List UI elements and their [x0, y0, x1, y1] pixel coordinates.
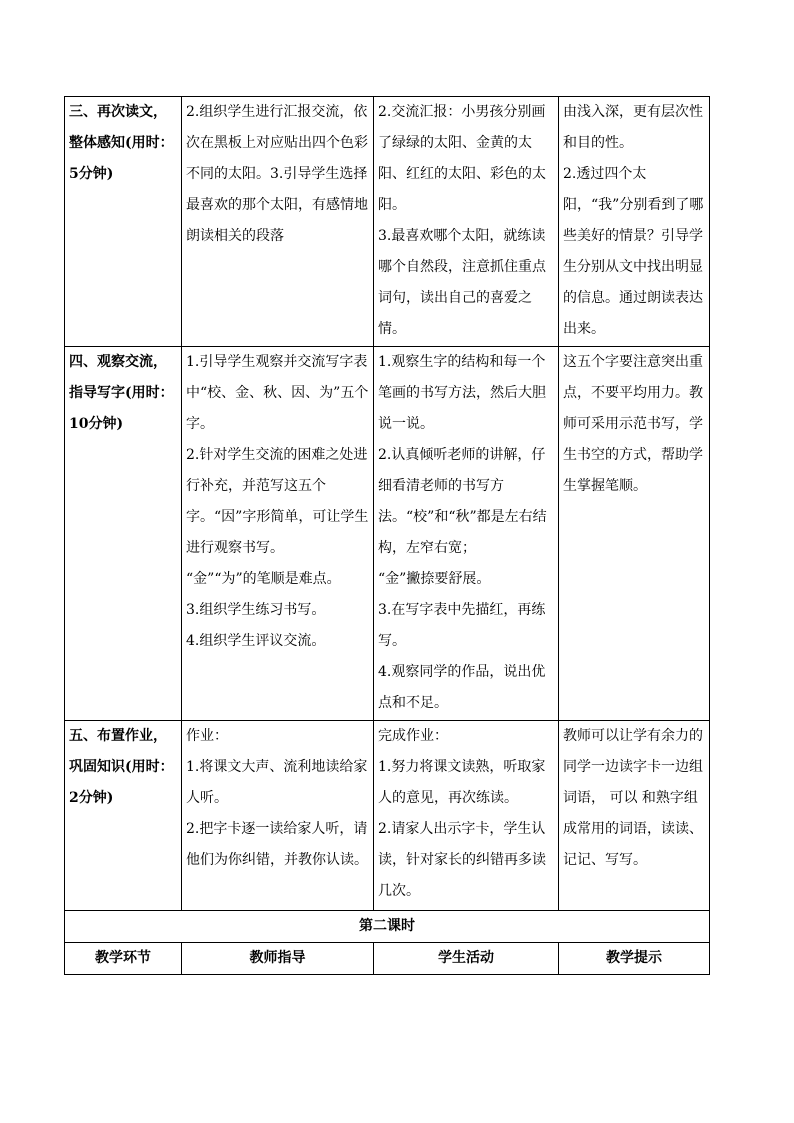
- header-stage: 教学环节: [65, 943, 182, 975]
- stage-cell: 五、布置作业，巩固知识(用时：2分钟): [65, 721, 182, 911]
- tip-item: 这五个字要注意突出重点，不要平均用力。教师可采用示范书写，学生书空的方式，帮助学生掌握笔顺。: [563, 354, 703, 494]
- teacher-item: “金”“为”的笔顺是难点。: [186, 571, 341, 587]
- student-item: 1.努力将课文读熟，听取家人的意见，再次练读。: [378, 759, 546, 806]
- teacher-item: 1.将课文大声、流利地读给家人听。: [186, 759, 368, 806]
- header-teacher: 教师指导: [182, 943, 374, 975]
- teacher-item: 2.针对学生交流的困难之处进行补充，并范写这五个字。“因”字形简单，可让学生进行观察书写。: [186, 447, 369, 556]
- stage-cell: 三、再次读文，整体感知(用时：5分钟): [65, 97, 182, 347]
- teacher-item: 2.把字卡逐一读给家人听，请他们为你纠错，并教你认读。: [186, 821, 368, 868]
- header-student: 学生活动: [374, 943, 559, 975]
- stage-cell: 四、观察交流，指导写字(用时：10分钟): [65, 347, 182, 721]
- teacher-item: 2.组织学生进行汇报交流，依次在黑板上对应贴出四个色彩不同的太阳。3.引导学生选择最喜欢的那个太阳，有感情地朗读相关的段落: [186, 104, 368, 244]
- teacher-guidance-cell: [182, 97, 374, 347]
- student-item: 2.请家人出示字卡，学生认读，针对家长的纠错再多读几次。: [378, 821, 546, 899]
- section-title: 第二课时: [65, 911, 710, 943]
- student-item: 4.观察同学的作品，说出优点和不足。: [378, 664, 546, 711]
- tip-item: 教师可以让学有余力的同学一边读字卡一边组词语， 可以 和熟字组成常用的词语，读读、记记、写写。: [563, 728, 703, 868]
- table-row: [65, 721, 710, 911]
- teaching-tip-cell: [559, 97, 710, 347]
- student-item: 2.交流汇报：小男孩分别画了绿绿的太阳、金黄的太阳、红红的太阳、彩色的太阳。: [378, 104, 546, 213]
- student-activity-cell: [374, 97, 559, 347]
- student-item: 完成作业：: [378, 728, 448, 744]
- tip-item: 由浅入深，更有层次性和目的性。: [563, 104, 703, 151]
- teacher-guidance-cell: [182, 721, 374, 911]
- teacher-item: 3.组织学生练习书写。: [186, 602, 326, 618]
- section-row: [65, 911, 710, 943]
- student-activity-cell: [374, 347, 559, 721]
- teacher-item: 作业：: [186, 728, 228, 744]
- table-row: [65, 347, 710, 721]
- teacher-item: 4.组织学生评议交流。: [186, 633, 326, 649]
- student-item: “金”撇捺要舒展。: [378, 571, 491, 587]
- header-row: [65, 943, 710, 975]
- lesson-plan-table: [64, 96, 710, 975]
- tip-item: 2.透过四个太阳，“我”分别看到了哪些美好的情景？引导学生分别从文中找出明显的信息。通过朗读表达出来。: [563, 166, 704, 337]
- student-item: 1.观察生字的结构和每一个笔画的书写方法，然后大胆说一说。: [378, 354, 546, 432]
- teacher-item: 1.引导学生观察并交流写字表中“校、金、秋、因、为”五个字。: [186, 354, 369, 432]
- student-item: 2.认真倾听老师的讲解，仔细看清老师的书写方法。“校”和“秋”都是左右结构，左窄右宽；: [378, 447, 547, 556]
- teaching-tip-cell: [559, 721, 710, 911]
- header-tips: 教学提示: [559, 943, 710, 975]
- student-item: 3.最喜欢哪个太阳，就练读哪个自然段，注意抓住重点词句，读出自己的喜爱之情。: [378, 228, 546, 337]
- student-activity-cell: [374, 721, 559, 911]
- teacher-guidance-cell: [182, 347, 374, 721]
- teaching-tip-cell: [559, 347, 710, 721]
- table-row: [65, 97, 710, 347]
- student-item: 3.在写字表中先描红，再练写。: [378, 602, 546, 649]
